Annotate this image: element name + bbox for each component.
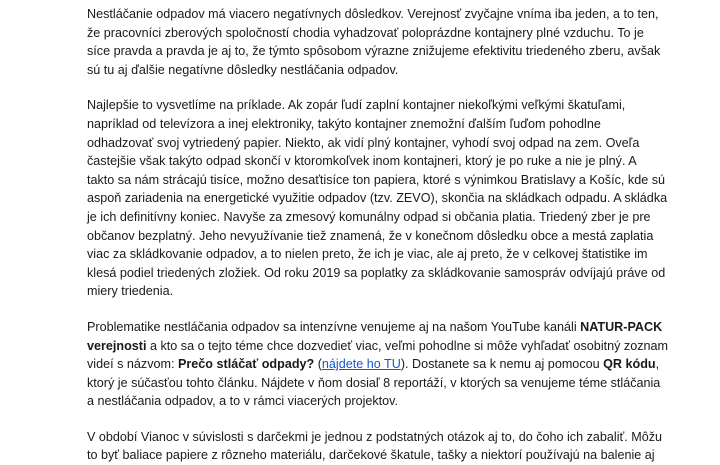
paragraph-4 xyxy=(87,428,663,465)
text-line: občanov bezplatný. Jeho nevyužívanie tiež znamená, že v konečnom dôsledku obce a mestá zaplatia xyxy=(87,228,654,243)
text-line: V období Vianoc v súvislosti s darčekmi je jednou z podstatných otázok aj to, do čoho ich zabaliť. Môžu xyxy=(87,429,663,444)
paragraph-2 xyxy=(87,96,668,301)
text-line: aspoň zariadenia na energetické využitie odpadov (tzv. ZEVO), skončia na skládkach odpadu. A skládka xyxy=(87,191,668,206)
playlist-link[interactable]: nájdete ho TU xyxy=(321,357,401,372)
text-line: miery triedenia. xyxy=(87,284,174,299)
text-line: napríklad od televízora a inej elektroniky, takýto kontajner znemožní ďalším ľuďom pohodlne xyxy=(87,116,601,131)
text-line: to byť baliace papiere z rôzneho materiálu, darčekové škatule, tašky a niektorí používajú na balenie aj xyxy=(87,448,655,463)
text-line: takto sa nám strácajú tisíce, možno desaťtisíce ton papiera, ktoré s výnimkou Bratislavy a Košíc, kde sú xyxy=(87,172,665,187)
playlist-title-bold: Prečo stláčať odpady? xyxy=(178,357,315,372)
text-line xyxy=(87,318,663,337)
text-line: Najlepšie to vysvetlíme na príklade. Ak zopár ľudí zaplní kontajner niekoľkými veľkými škatuľami, xyxy=(87,98,626,113)
channel-name-bold: NATUR-PACK xyxy=(580,319,663,334)
text-line: ktorý je súčasťou tohto článku. Nájdete v ňom dosiaľ 8 reportáží, v ktorých sa venujeme téme stláčania xyxy=(87,375,661,390)
paragraph-3 xyxy=(87,318,669,411)
text-line: odhadzovať svoj vytriedený papier. Niekto, ak vidí plný kontajner, vyhodí svoj odpad na zem. Oveľa xyxy=(87,135,640,150)
paragraph-1 xyxy=(87,5,661,79)
text-run: Problematike nestláčania odpadov sa intenzívne venujeme aj na našom YouTube kanáli xyxy=(87,319,581,334)
text-line: sú tu aj ďalšie negatívne dôsledky nestláčania odpadov. xyxy=(87,62,399,77)
text-line: že pracovníci zberových spoločností chodia vyhadzovať poloprázdne kontajnery plné vzduchu. To je xyxy=(87,25,644,40)
text-line: Nestláčanie odpadov má viacero negatívnych dôsledkov. Verejnosť zvyčajne vníma iba jeden, a to ten, xyxy=(87,7,659,21)
text-run: a kto sa o tejto téme chce dozvedieť viac, veľmi pohodlne si môže vyhľadať osobitný zoznam xyxy=(146,338,669,353)
text-line: síce pravda a pravda je aj to, že týmto spôsobom výrazne znižujeme efektivitu triedeného zberu, avšak xyxy=(87,44,661,59)
channel-name-bold: verejnosti xyxy=(87,338,147,353)
text-run: videí s názvom: xyxy=(87,357,178,372)
text-line xyxy=(87,355,660,374)
text-line: klesá podiel triedených zložiek. Od roku 2019 sa poplatky za skládkovanie samospráv odvíjajú práve od xyxy=(87,265,666,280)
text-run: ( xyxy=(314,357,322,372)
text-line: je ich definitívny koniec. Navyše za zmesový komunálny odpad si občania platia. Triedený zber je pre xyxy=(87,209,651,224)
text-line: a nestláčania odpadov, a to v rámci viacerých projektov. xyxy=(87,394,399,409)
text-line xyxy=(87,337,669,356)
text-run: , xyxy=(655,357,660,372)
text-line: častejšie však takýto odpad skončí v ktoromkoľvek inom kontajneri, ktorý je po ruke a nie je plný. A xyxy=(87,154,637,169)
text-run: ). Dostanete sa k nemu aj pomocou xyxy=(400,357,604,372)
text-line: viac za skládkovanie odpadov, a to nielen preto, že ich je viac, ale aj preto, že v celkovej štatistike im xyxy=(87,247,648,262)
qr-code-bold: QR kódu xyxy=(603,357,656,372)
